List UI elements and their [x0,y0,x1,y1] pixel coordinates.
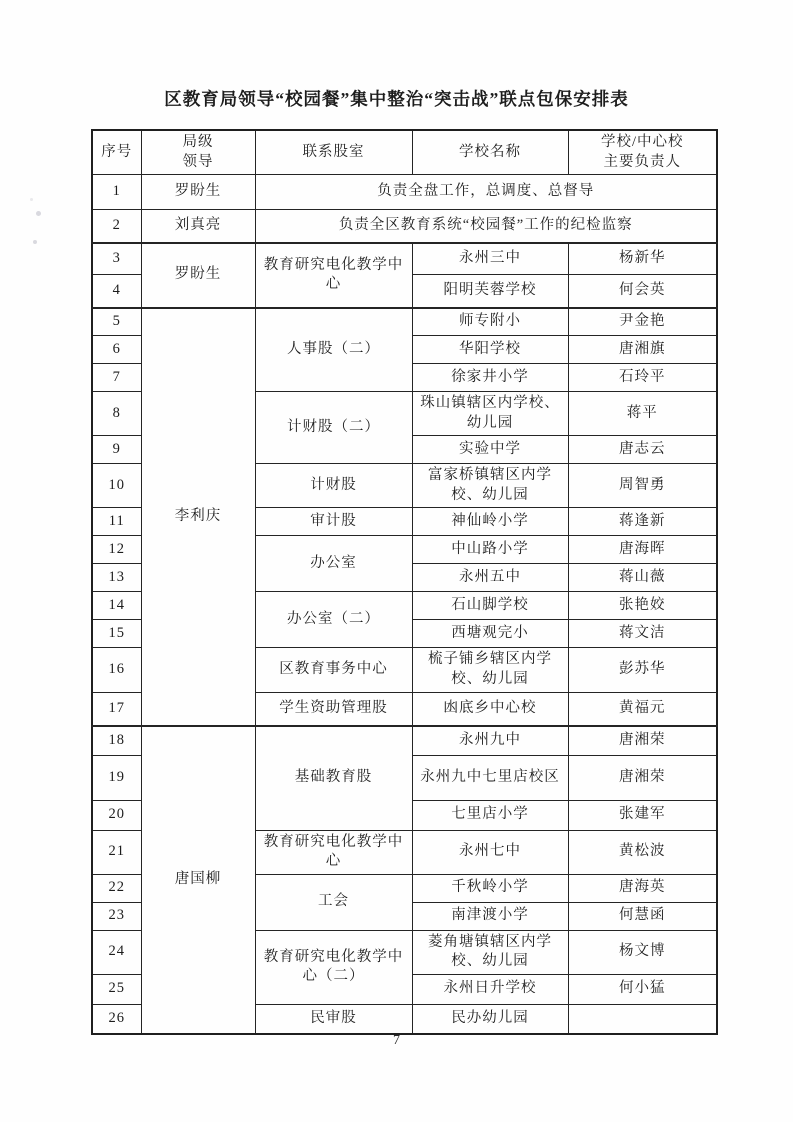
page-title: 区教育局领导“校园餐”集中整治“突击战”联点包保安排表 [164,89,629,109]
cell-person: 石玲平 [568,364,717,392]
cell-dept: 学生资助管理股 [255,692,412,726]
cell-person: 黄福元 [568,692,717,726]
cell-person: 蒋逢新 [568,508,717,536]
cell-dept: 区教育事务中心 [255,648,412,692]
cell-no: 8 [92,392,141,436]
cell-school: 华阳学校 [412,336,568,364]
assignment-table [91,129,718,1035]
cell-no: 26 [92,1004,141,1034]
cell-school: 永州九中 [412,726,568,755]
cell-note: 负责全盘工作，总调度、总督导 [255,175,717,210]
cell-dept: 计财股（二） [255,392,412,464]
table-row [92,243,717,275]
header-person: 学校/中心校 主要负责人 [568,130,717,175]
table-row [92,210,717,243]
cell-person: 蒋平 [568,392,717,436]
header-leader: 局级 领导 [141,130,255,175]
cell-school: 南津渡小学 [412,902,568,930]
cell-person: 张艳姣 [568,592,717,620]
cell-no: 19 [92,755,141,800]
page-number: 7 [393,1033,400,1048]
cell-no: 17 [92,692,141,726]
cell-school: 中山路小学 [412,536,568,564]
cell-no: 22 [92,874,141,902]
cell-no: 11 [92,508,141,536]
cell-school: 永州九中七里店校区 [412,755,568,800]
cell-person: 唐海英 [568,874,717,902]
cell-person: 唐湘荣 [568,726,717,755]
cell-school: 永州七中 [412,830,568,874]
cell-person: 杨新华 [568,243,717,275]
cell-no: 1 [92,175,141,210]
cell-dept: 教育研究电化教学中心 [255,830,412,874]
cell-school: 凼底乡中心校 [412,692,568,726]
cell-school: 民办幼儿园 [412,1004,568,1034]
cell-leader: 刘真亮 [141,210,255,243]
cell-no: 3 [92,243,141,275]
cell-school: 阳明芙蓉学校 [412,275,568,308]
cell-no: 6 [92,336,141,364]
cell-dept: 工会 [255,874,412,930]
cell-no: 9 [92,436,141,464]
table-row [92,726,717,755]
cell-no: 21 [92,830,141,874]
cell-no: 24 [92,930,141,974]
cell-person: 尹金艳 [568,308,717,336]
cell-dept: 审计股 [255,508,412,536]
cell-leader: 罗盼生 [141,243,255,308]
cell-no: 20 [92,800,141,830]
cell-school: 珠山镇辖区内学校、幼儿园 [412,392,568,436]
cell-dept: 人事股（二） [255,308,412,392]
cell-school: 徐家井小学 [412,364,568,392]
cell-school: 永州五中 [412,564,568,592]
cell-person: 张建军 [568,800,717,830]
cell-no: 4 [92,275,141,308]
cell-dept: 计财股 [255,464,412,508]
cell-person: 蒋文洁 [568,620,717,648]
cell-no: 25 [92,974,141,1004]
cell-school: 师专附小 [412,308,568,336]
cell-person: 何慧函 [568,902,717,930]
table-row [92,308,717,336]
cell-school: 石山脚学校 [412,592,568,620]
cell-no: 2 [92,210,141,243]
scan-speck [36,211,41,216]
cell-no: 15 [92,620,141,648]
cell-person: 何会英 [568,275,717,308]
cell-dept: 办公室（二） [255,592,412,648]
cell-dept: 教育研究电化教学中心 [255,243,412,308]
cell-person: 周智勇 [568,464,717,508]
cell-no: 18 [92,726,141,755]
cell-leader: 罗盼生 [141,175,255,210]
table-row [92,175,717,210]
cell-school: 永州日升学校 [412,974,568,1004]
cell-leader: 李利庆 [141,308,255,726]
cell-no: 7 [92,364,141,392]
table-header-row [92,130,717,175]
cell-person: 杨文博 [568,930,717,974]
cell-person: 蒋山薇 [568,564,717,592]
scan-speck [33,240,37,244]
cell-no: 5 [92,308,141,336]
cell-school: 永州三中 [412,243,568,275]
cell-school: 千秋岭小学 [412,874,568,902]
cell-person: 何小猛 [568,974,717,1004]
cell-school: 实验中学 [412,436,568,464]
cell-no: 16 [92,648,141,692]
cell-person: 唐海晖 [568,536,717,564]
scan-speck [30,198,33,201]
cell-dept: 民审股 [255,1004,412,1034]
cell-school: 神仙岭小学 [412,508,568,536]
cell-leader: 唐国柳 [141,726,255,1034]
cell-person: 唐湘荣 [568,755,717,800]
cell-no: 23 [92,902,141,930]
cell-school: 富家桥镇辖区内学校、幼儿园 [412,464,568,508]
cell-dept: 教育研究电化教学中心（二） [255,930,412,1004]
cell-person [568,1004,717,1034]
cell-no: 12 [92,536,141,564]
cell-person: 黄松波 [568,830,717,874]
cell-school: 七里店小学 [412,800,568,830]
cell-person: 唐志云 [568,436,717,464]
header-dept: 联系股室 [255,130,412,175]
cell-no: 10 [92,464,141,508]
cell-school: 梳子铺乡辖区内学校、幼儿园 [412,648,568,692]
cell-dept: 基础教育股 [255,726,412,830]
header-school: 学校名称 [412,130,568,175]
cell-person: 彭苏华 [568,648,717,692]
cell-no: 13 [92,564,141,592]
cell-school: 菱角塘镇辖区内学校、幼儿园 [412,930,568,974]
header-seq: 序号 [92,130,141,175]
cell-no: 14 [92,592,141,620]
cell-school: 西塘观完小 [412,620,568,648]
cell-note: 负责全区教育系统“校园餐”工作的纪检监察 [255,210,717,243]
cell-person: 唐湘旗 [568,336,717,364]
cell-dept: 办公室 [255,536,412,592]
